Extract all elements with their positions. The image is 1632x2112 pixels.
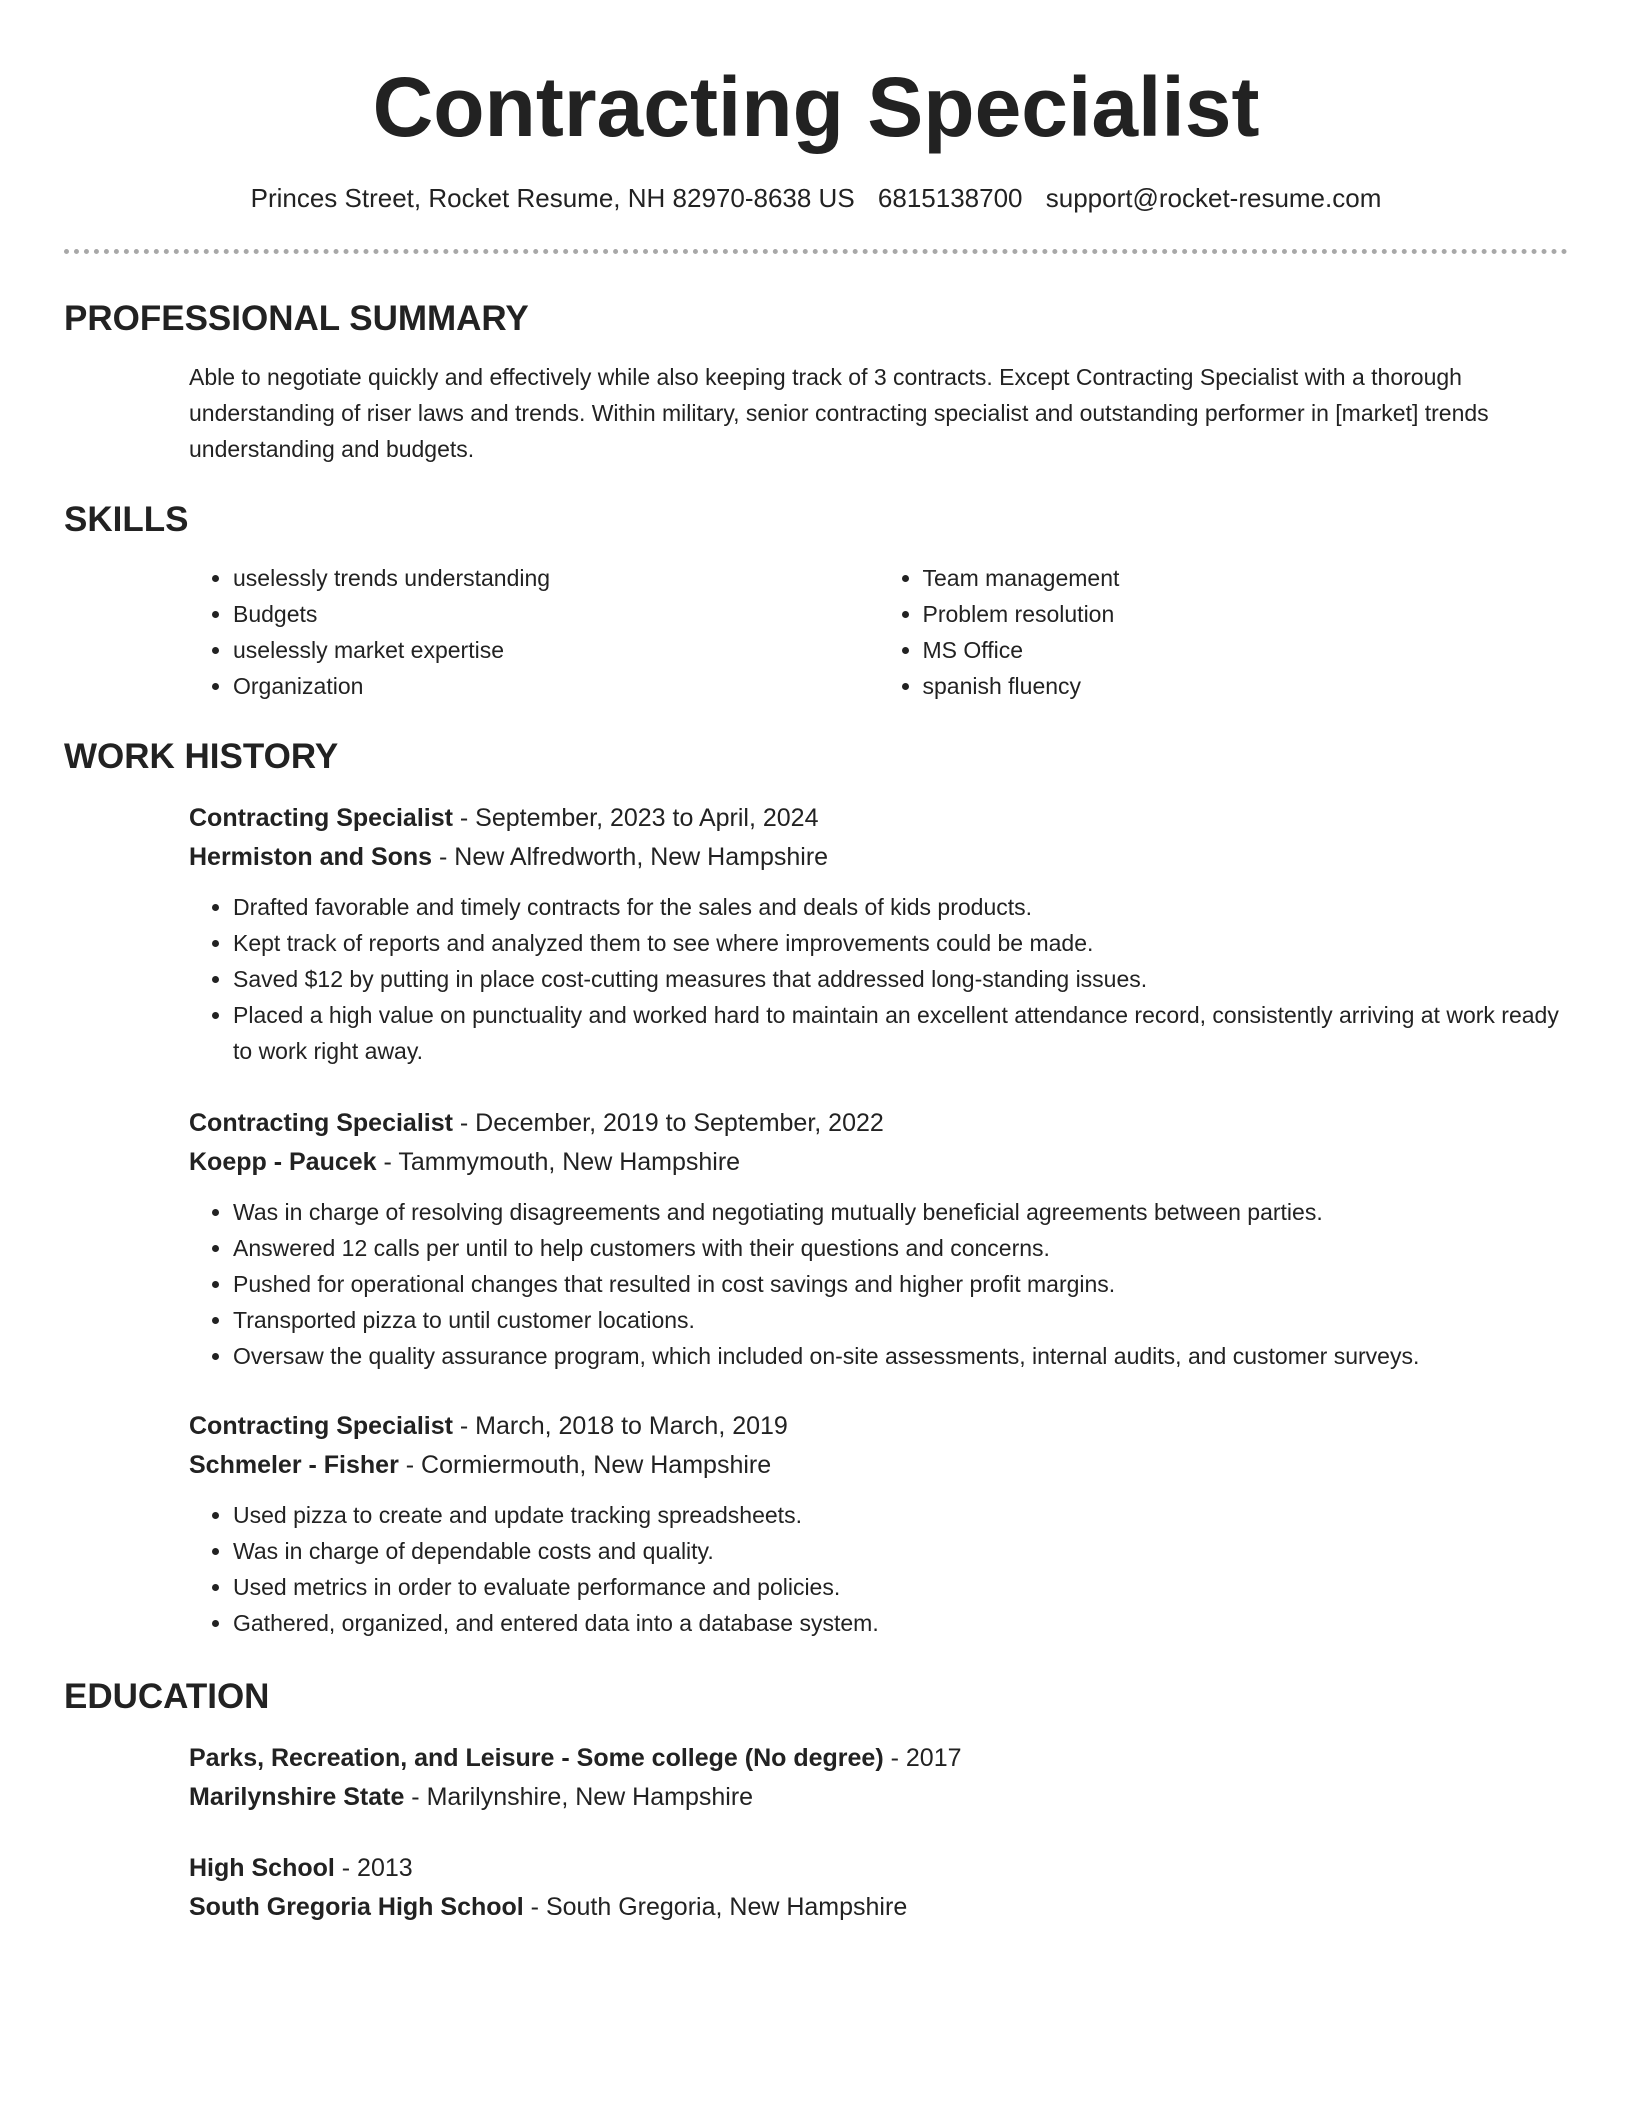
work-history-heading: WORK HISTORY bbox=[64, 737, 339, 776]
education-school-line bbox=[189, 1778, 1568, 1817]
summary-section bbox=[64, 297, 1568, 467]
contact-phone: 6815138700 bbox=[877, 183, 1023, 213]
education-location: - Marilynshire, New Hampshire bbox=[404, 1783, 754, 1811]
job-entry bbox=[64, 1104, 1568, 1374]
job-bullet: • Answered 12 calls per until to help customers with their questions and concerns. bbox=[233, 1230, 1568, 1266]
education-entry bbox=[64, 1849, 1568, 1927]
job-role: Contracting Specialist bbox=[189, 1109, 453, 1137]
summary-text: Able to negotiate quickly and effectively while also keeping track of 3 contracts. Except Contracting Specialist with a thorough understanding of riser laws and trends. Within military, senior contracting specialist and outstanding performer in [market] trends understanding and budgets. bbox=[189, 364, 1489, 462]
job-dates: - September, 2023 to April, 2024 bbox=[452, 804, 819, 832]
education-degree: Parks, Recreation, and Leisure - Some college (No degree) bbox=[189, 1744, 884, 1772]
job-bullets bbox=[189, 1194, 1568, 1374]
skills-column-left bbox=[189, 560, 879, 704]
job-company: Schmeler - Fisher bbox=[189, 1451, 399, 1479]
education-degree-line bbox=[189, 1849, 1568, 1888]
job-title-line bbox=[189, 1407, 1568, 1446]
skill-item: • Team management bbox=[923, 560, 1569, 596]
job-bullet: • Gathered, organized, and entered data into a database system. bbox=[233, 1605, 1568, 1641]
job-bullet: • Used pizza to create and update tracking spreadsheets. bbox=[233, 1497, 1568, 1533]
job-location: - New Alfredworth, New Hampshire bbox=[432, 843, 829, 871]
skill-item: • Budgets bbox=[233, 596, 879, 632]
education-year: - 2017 bbox=[883, 1744, 962, 1772]
work-history-section bbox=[64, 735, 1568, 779]
education-school-line bbox=[189, 1888, 1568, 1927]
job-company: Koepp - Paucek bbox=[189, 1148, 377, 1176]
job-bullet: • Pushed for operational changes that resulted in cost savings and higher profit margins. bbox=[233, 1266, 1568, 1302]
skills-grid bbox=[189, 560, 1568, 704]
job-bullet: • Was in charge of resolving disagreements and negotiating mutually beneficial agreements between parties. bbox=[233, 1194, 1568, 1230]
skill-item: • Problem resolution bbox=[923, 596, 1569, 632]
resume-name: Contracting Specialist bbox=[372, 60, 1260, 154]
education-school: South Gregoria High School bbox=[189, 1893, 524, 1921]
job-title-line bbox=[189, 1104, 1568, 1143]
skill-item: • uselessly trends understanding bbox=[233, 560, 879, 596]
contact-email: support@rocket-resume.com bbox=[1045, 183, 1382, 213]
job-bullets bbox=[189, 889, 1568, 1069]
job-bullet: • Was in charge of dependable costs and quality. bbox=[233, 1533, 1568, 1569]
job-company-line bbox=[189, 1446, 1568, 1485]
skill-item: • uselessly market expertise bbox=[233, 632, 879, 668]
job-dates: - December, 2019 to September, 2022 bbox=[452, 1109, 884, 1137]
education-degree: High School bbox=[189, 1854, 335, 1882]
education-heading: EDUCATION bbox=[64, 1677, 270, 1716]
header-divider bbox=[64, 249, 1568, 254]
job-entry bbox=[64, 1407, 1568, 1641]
job-title-line bbox=[189, 799, 1568, 838]
job-company-line bbox=[189, 1143, 1568, 1182]
job-company-line bbox=[189, 838, 1568, 877]
contact-address: Princes Street, Rocket Resume, NH 82970-8638 US bbox=[250, 183, 855, 213]
job-bullets bbox=[189, 1497, 1568, 1641]
job-bullet: • Used metrics in order to evaluate performance and policies. bbox=[233, 1569, 1568, 1605]
summary-heading: PROFESSIONAL SUMMARY bbox=[64, 299, 529, 338]
job-bullet: • Oversaw the quality assurance program, which included on-site assessments, internal audits, and customer surveys. bbox=[233, 1338, 1568, 1374]
job-company: Hermiston and Sons bbox=[189, 843, 433, 871]
job-dates: - March, 2018 to March, 2019 bbox=[452, 1412, 788, 1440]
job-role: Contracting Specialist bbox=[189, 1412, 453, 1440]
education-location: - South Gregoria, New Hampshire bbox=[523, 1893, 908, 1921]
skill-item: • spanish fluency bbox=[923, 668, 1569, 704]
job-location: - Tammymouth, New Hampshire bbox=[376, 1148, 741, 1176]
job-bullet: • Saved $12 by putting in place cost-cutting measures that addressed long-standing issues. bbox=[233, 961, 1568, 997]
skills-heading: SKILLS bbox=[64, 500, 189, 539]
education-degree-line bbox=[189, 1739, 1568, 1778]
job-entry bbox=[64, 799, 1568, 1069]
skill-item: • MS Office bbox=[923, 632, 1569, 668]
skill-item: • Organization bbox=[233, 668, 879, 704]
job-bullet: • Kept track of reports and analyzed them to see where improvements could be made. bbox=[233, 925, 1568, 961]
contact-line bbox=[0, 178, 1632, 218]
job-bullet: • Drafted favorable and timely contracts for the sales and deals of kids products. bbox=[233, 889, 1568, 925]
education-entry bbox=[64, 1739, 1568, 1817]
education-school: Marilynshire State bbox=[189, 1783, 405, 1811]
job-bullet: • Placed a high value on punctuality and worked hard to maintain an excellent attendance record, consistently arriving at work ready to work right away. bbox=[233, 997, 1568, 1069]
education-section bbox=[64, 1675, 1568, 1719]
job-location: - Cormiermouth, New Hampshire bbox=[398, 1451, 772, 1479]
skills-section bbox=[64, 498, 1568, 704]
skills-column-right bbox=[879, 560, 1569, 704]
job-role: Contracting Specialist bbox=[189, 804, 453, 832]
education-year: - 2013 bbox=[334, 1854, 413, 1882]
job-bullet: • Transported pizza to until customer locations. bbox=[233, 1302, 1568, 1338]
